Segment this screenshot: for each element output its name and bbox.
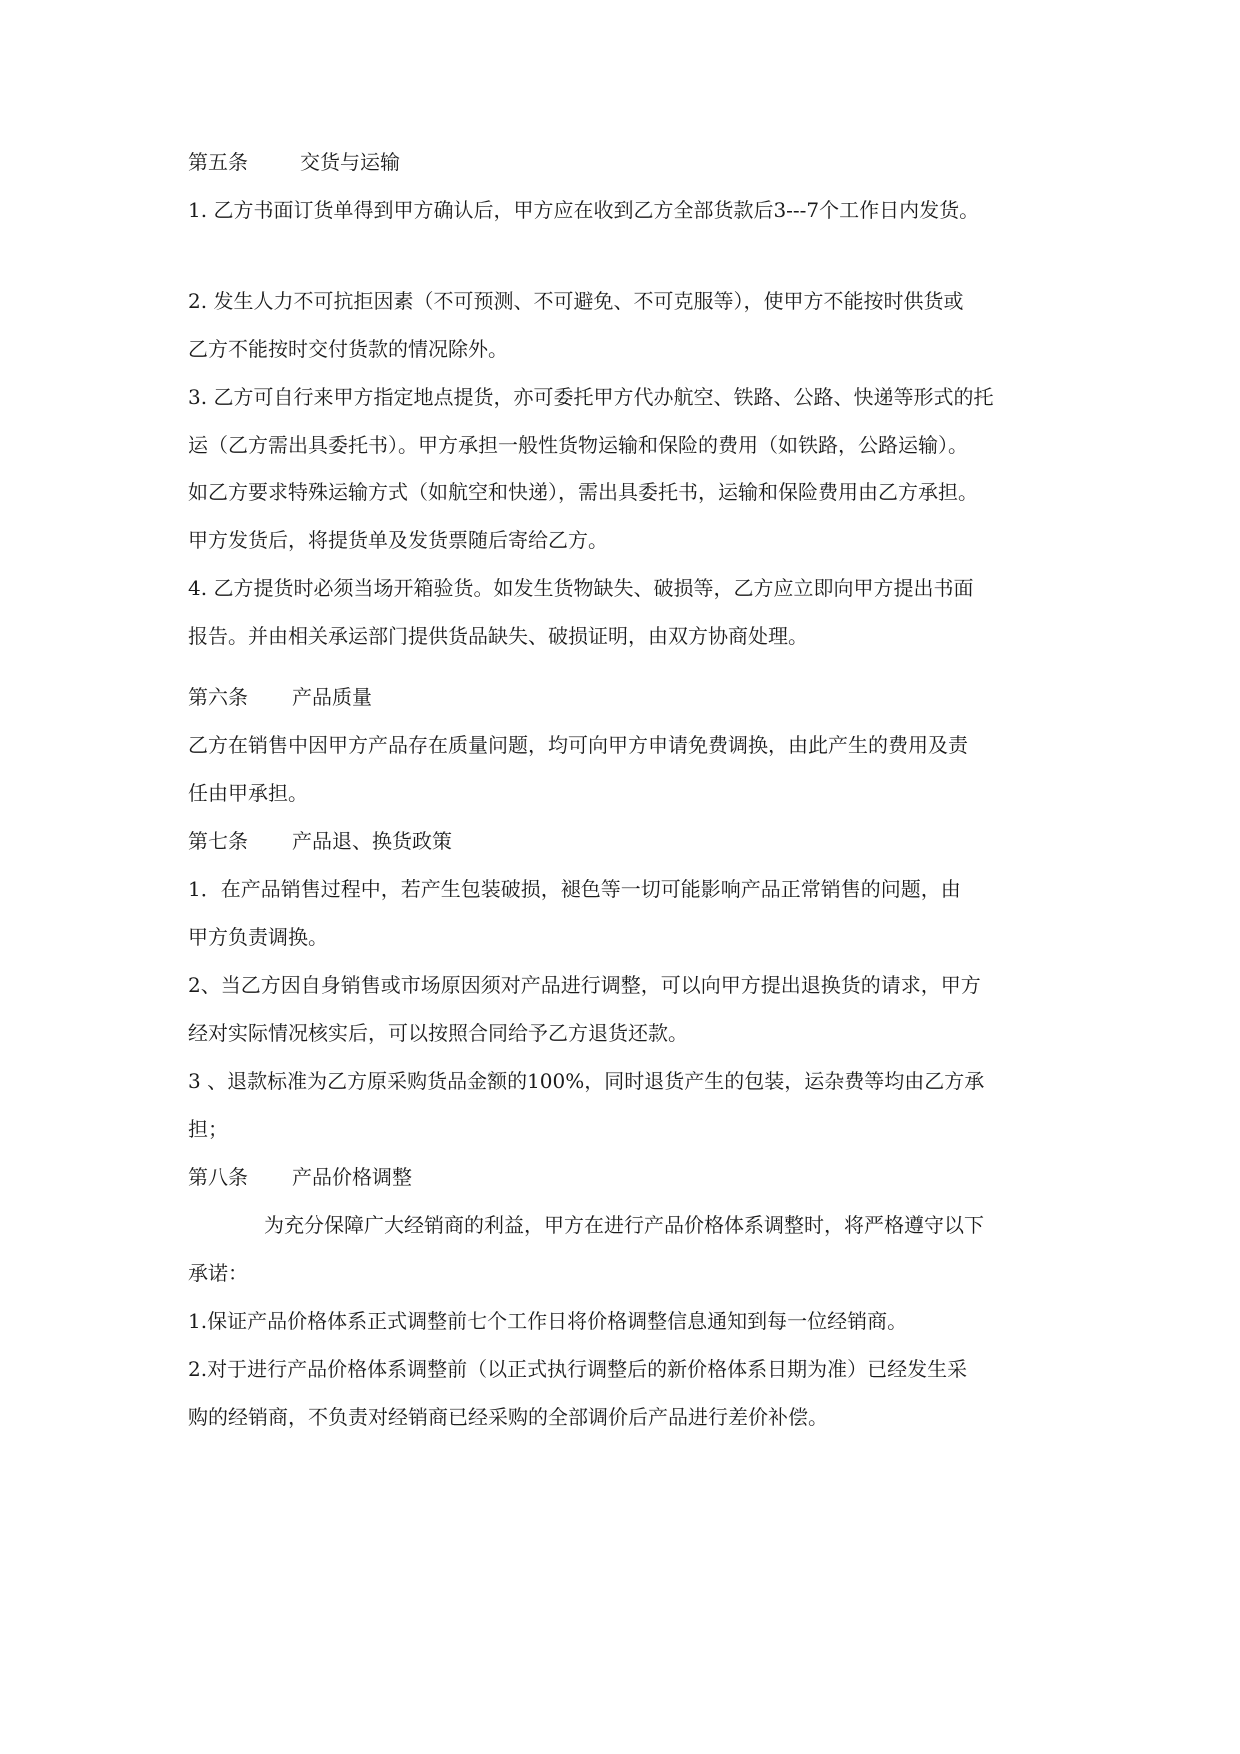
article-7-para-1-line-2: 甲方负责调换。 <box>188 925 328 949</box>
article-7-title: 产品退、换货政策 <box>292 829 452 853</box>
article-5-number: 第五条 <box>188 150 248 174</box>
article-6-heading <box>188 683 1068 711</box>
article-8-title: 产品价格调整 <box>292 1165 412 1189</box>
article-7-para-2-line-1: 2、当乙方因自身销售或市场原因须对产品进行调整，可以向甲方提出退换货的请求，甲方 <box>188 973 981 997</box>
article-5-para-3-line-3: 如乙方要求特殊运输方式（如航空和快递），需出具委托书，运输和保险费用由乙方承担。 <box>188 480 978 504</box>
article-7-para-3-line-1: 3 、退款标准为乙方原采购货品金额的100%，同时退货产生的包装，运杂费等均由乙方承 <box>188 1069 985 1093</box>
article-5-para-4-line-2: 报告。并由相关承运部门提供货品缺失、破损证明，由双方协商处理。 <box>188 624 808 648</box>
article-6-para-1-line-1: 乙方在销售中因甲方产品存在质量问题，均可向甲方申请免费调换，由此产生的费用及责 <box>188 733 968 757</box>
article-8-intro-text: 为充分保障广大经销商的利益，甲方在进行产品价格体系调整时，将严格遵守以下 <box>264 1213 984 1237</box>
article-8-para-1: 1.保证产品价格体系正式调整前七个工作日将价格调整信息通知到每一位经销商。 <box>188 1309 908 1333</box>
article-5-para-2-line-2: 乙方不能按时交付货款的情况除外。 <box>188 337 508 361</box>
article-6-number: 第六条 <box>188 685 248 709</box>
article-6-title: 产品质量 <box>292 685 372 709</box>
article-8-number: 第八条 <box>188 1165 248 1189</box>
article-8-intro-line-2: 承诺： <box>188 1261 248 1285</box>
article-8-para-2-line-1: 2.对于进行产品价格体系调整前（以正式执行调整后的新价格体系日期为准）已经发生采 <box>188 1357 968 1381</box>
article-8-para-2-line-2: 购的经销商，不负责对经销商已经采购的全部调价后产品进行差价补偿。 <box>188 1405 828 1429</box>
article-7-heading <box>188 827 1068 855</box>
article-7-number: 第七条 <box>188 829 248 853</box>
article-5-para-3-line-1: 3. 乙方可自行来甲方指定地点提货，亦可委托甲方代办航空、铁路、公路、快递等形式的托 <box>188 385 994 409</box>
article-8-intro-line-1 <box>188 1211 1068 1239</box>
article-5-para-4-line-1: 4. 乙方提货时必须当场开箱验货。如发生货物缺失、破损等，乙方应立即向甲方提出书面 <box>188 576 974 600</box>
article-7-para-1-line-1: 1．在产品销售过程中，若产生包装破损，褪色等一切可能影响产品正常销售的问题，由 <box>188 877 961 901</box>
article-5-heading <box>188 148 1068 176</box>
article-6-para-1-line-2: 任由甲承担。 <box>188 781 308 805</box>
article-7-para-3-line-2: 担； <box>188 1117 228 1141</box>
article-5-para-3-line-2: 运（乙方需出具委托书）。甲方承担一般性货物运输和保险的费用（如铁路，公路运输）。 <box>188 433 968 457</box>
article-5-title: 交货与运输 <box>300 150 400 174</box>
article-5-para-1: 1. 乙方书面订货单得到甲方确认后，甲方应在收到乙方全部货款后3---7个工作日内发货。 <box>188 198 980 222</box>
article-5-para-2-line-1: 2. 发生人力不可抗拒因素（不可预测、不可避免、不可克服等），使甲方不能按时供货或 <box>188 289 964 313</box>
article-7-para-2-line-2: 经对实际情况核实后，可以按照合同给予乙方退货还款。 <box>188 1021 688 1045</box>
article-5-para-3-line-4: 甲方发货后，将提货单及发货票随后寄给乙方。 <box>188 528 608 552</box>
article-8-heading <box>188 1163 1068 1191</box>
